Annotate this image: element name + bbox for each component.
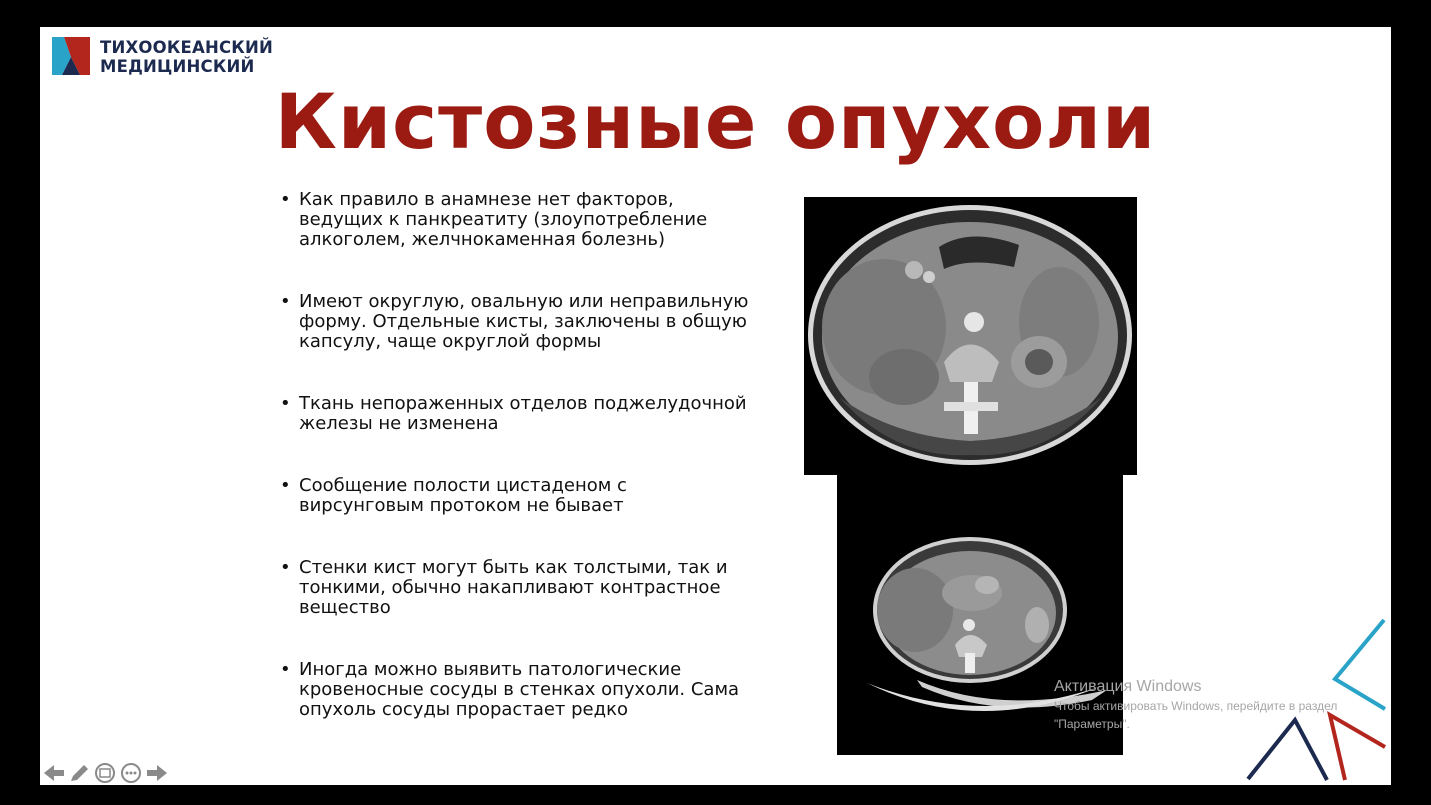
more-icon[interactable]: [119, 762, 143, 784]
bullet-line: • Сообщение полости цистаденом с: [299, 475, 627, 496]
presentation-slide: [40, 27, 1391, 785]
logo-line-1: ТИХООКЕАНСКИЙ: [100, 38, 273, 57]
bullet-line: капсулу, чаще округлой формы: [299, 331, 602, 352]
bullet-line: • Как правило в анамнезе нет факторов,: [299, 189, 674, 210]
bullet-line: вирсунговым протоком не бывает: [299, 495, 624, 516]
arrow-right-icon[interactable]: [145, 762, 169, 784]
bullet-line: кровеносные сосуды в стенках опухоли. Сама: [299, 679, 740, 700]
bullet-line: ведущих к панкреатиту (злоупотребление: [299, 209, 708, 230]
bullet-line: железы не изменена: [299, 413, 499, 434]
bullet-line: алкоголем, желчнокаменная болезнь): [299, 229, 666, 250]
bullet-line: опухоль сосуды прорастает редко: [299, 699, 628, 720]
slides-icon[interactable]: [93, 762, 117, 784]
watermark-line-2: "Параметры".: [1054, 717, 1130, 731]
corner-decoration: [40, 27, 1391, 785]
bullet-line: • Стенки кист могут быть как толстыми, так и: [299, 557, 728, 578]
bullet-line: форму. Отдельные кисты, заключены в общую: [299, 311, 747, 332]
slide-title: Кистозные опухоли: [274, 77, 1157, 166]
logo-line-2: МЕДИЦИНСКИЙ: [100, 57, 255, 76]
watermark-title: Активация Windows: [1054, 678, 1202, 695]
bullet-line: • Ткань непораженных отделов поджелудочной: [299, 393, 747, 414]
pen-icon[interactable]: [67, 762, 91, 784]
watermark-line-1: Чтобы активировать Windows, перейдите в раздел: [1054, 699, 1338, 713]
bullet-line: • Имеют округлую, овальную или неправильную: [299, 291, 749, 312]
bullet-line: тонкими, обычно накапливают контрастное: [299, 577, 721, 598]
arrow-left-icon[interactable]: [42, 762, 66, 784]
bullet-line: • Иногда можно выявить патологические: [299, 659, 682, 680]
bullet-line: вещество: [299, 597, 391, 618]
